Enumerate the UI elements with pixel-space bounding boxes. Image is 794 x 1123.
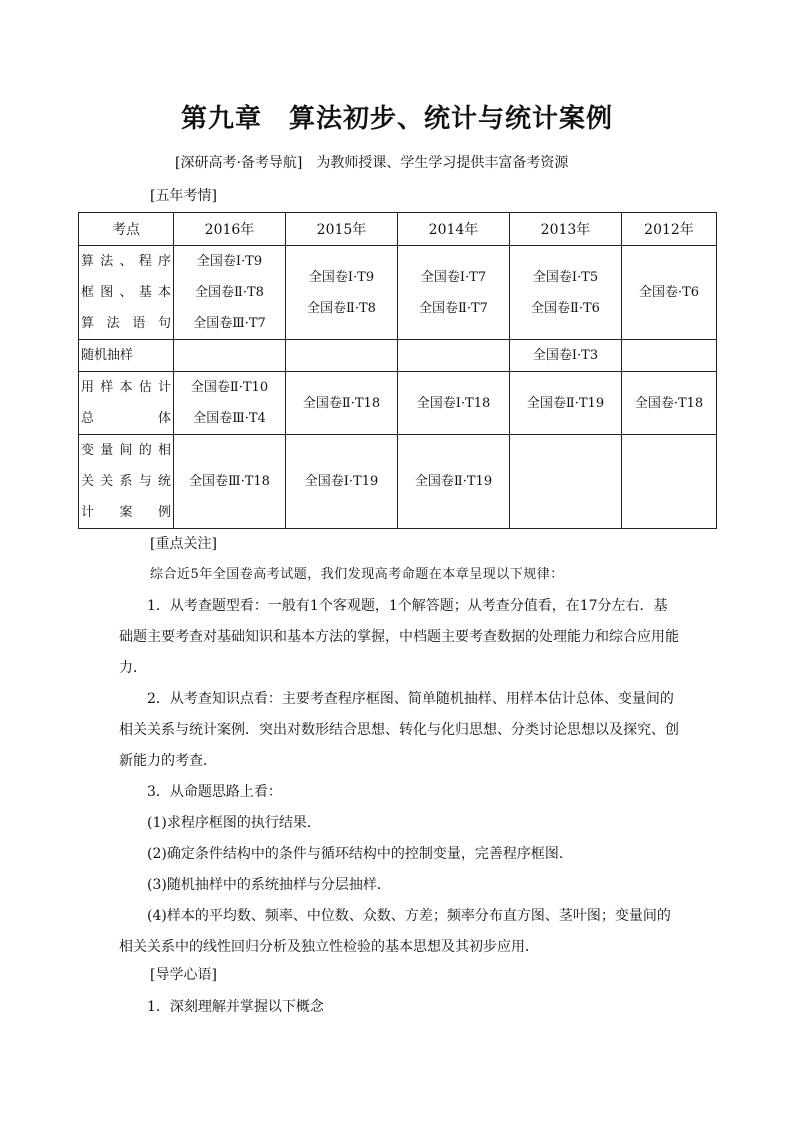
exam-reference: 全国卷Ⅱ·T8 [195,285,264,300]
exam-cell [174,340,286,372]
paragraph-approach-4: (4)样本的平均数、频率、中位数、众数、方差；频率分布直方图、茎叶图；变量间的相关关系中的线性回归分析及独立性检验的基本思想及其初步应用． [119,908,671,955]
paragraph-approach-2: (2)确定条件结构中的条件与循环结构中的控制变量，完善程序框图． [147,846,573,862]
exam-cell [174,372,286,435]
topic-text: 框图、基本 [81,285,171,300]
table-header-row [79,213,717,246]
section-guide-label: [导学心语] [150,967,217,983]
exam-cell [174,435,286,529]
table-header: 2016年 [174,213,286,246]
table-header: 2012年 [622,213,717,246]
table-row [79,340,717,372]
section-focus-label: [重点关注] [150,536,217,552]
exam-cell [286,435,398,529]
exam-cell [174,246,286,340]
exam-cell [398,340,510,372]
topic-cell [79,246,174,340]
exam-reference: 全国卷Ⅲ·T7 [193,316,266,331]
paragraph-approach-1: (1)求程序框图的执行结果． [147,815,321,831]
exam-reference: 全国卷Ⅰ·T19 [304,474,379,489]
topic-cell [79,340,174,372]
exam-reference: 全国卷Ⅱ·T7 [419,300,488,316]
exam-reference: 全国卷Ⅰ·T5 [532,269,599,285]
chapter-title: 第九章 算法初步、统计与统计案例 [180,104,613,134]
table-row [79,246,717,340]
exam-cell [398,246,510,340]
topic-text: 关关系与统 [81,474,171,489]
exam-reference: 全国卷Ⅲ·T4 [193,411,266,426]
table-header: 2015年 [286,213,398,246]
topic-text: 算法语句 [81,316,171,331]
table-header: 考点 [79,213,174,246]
topic-text: 随机抽样 [81,348,134,363]
exam-reference: 全国卷Ⅰ·T18 [416,395,491,411]
paragraph-concepts: 1．深刻理解并掌握以下概念 [147,999,324,1015]
exam-cell [286,340,398,372]
topic-cell [79,372,174,435]
exam-reference: 全国卷Ⅱ·T6 [531,300,600,316]
exam-cell [510,372,622,435]
topic-text: 计案例 [81,505,171,520]
table-row [79,372,717,435]
exam-cell [286,372,398,435]
topic-text: 用样本估计 [81,380,171,395]
exam-cell [622,435,717,529]
table-header: 2013年 [510,213,622,246]
topic-cell [79,435,174,529]
exam-reference: 全国卷Ⅱ·T18 [302,395,381,411]
exam-reference: 全国卷Ⅲ·T18 [189,474,270,489]
exam-cell [622,246,717,340]
table-row [79,435,717,529]
paragraph-approach-3: (3)随机抽样中的系统抽样与分层抽样． [147,877,391,893]
topic-text: 总体 [81,411,171,426]
paragraph-knowledge-points: 2．从考查知识点看：主要考查程序框图、简单随机抽样、用样本估计总体、变量间的相关关系与统计案例．突出对数形结合思想、转化与化归思想、分类讨论思想以及探究、创新能力的考查． [119,691,679,769]
paragraph-question-type: 1．从考查题型看：一般有1个客观题，1个解答题；从考查分值看，在17分左右．基础题主要考查对基础知识和基本方法的掌握，中档题主要考查数据的处理能力和综合应用能力． [119,598,679,676]
topic-text: 算法、程序 [81,254,171,269]
exam-cell [622,372,717,435]
subtitle: [深研高考·备考导航] 为教师授课、学生学习提供丰富备考资源 [175,155,569,171]
table-header: 2014年 [398,213,510,246]
topic-text: 变量间的相 [81,443,171,458]
exam-cell [510,340,622,372]
exam-reference: 全国卷Ⅰ·T3 [532,348,599,363]
paragraph-approach-heading: 3．从命题思路上看： [147,784,282,800]
exam-reference: 全国卷Ⅱ·T19 [414,474,493,489]
exam-reference: 全国卷Ⅱ·T19 [526,395,605,411]
exam-cell [286,246,398,340]
section-exam-label: [五年考情] [150,188,217,204]
exam-cell [622,340,717,372]
exam-reference: 全国卷Ⅰ·T9 [308,269,375,285]
exam-reference: 全国卷·T18 [634,395,704,411]
exam-history-table [78,212,717,529]
exam-reference: 全国卷Ⅰ·T9 [196,254,263,269]
exam-reference: 全国卷Ⅱ·T8 [307,300,376,316]
exam-reference: 全国卷Ⅰ·T7 [420,269,487,285]
exam-cell [398,435,510,529]
exam-reference: 全国卷·T6 [638,285,700,300]
intro-text: 综合近5年全国卷高考试题，我们发现高考命题在本章呈现以下规律： [150,567,564,582]
exam-cell [510,246,622,340]
exam-reference: 全国卷Ⅱ·T10 [190,380,269,395]
exam-cell [398,372,510,435]
exam-cell [510,435,622,529]
